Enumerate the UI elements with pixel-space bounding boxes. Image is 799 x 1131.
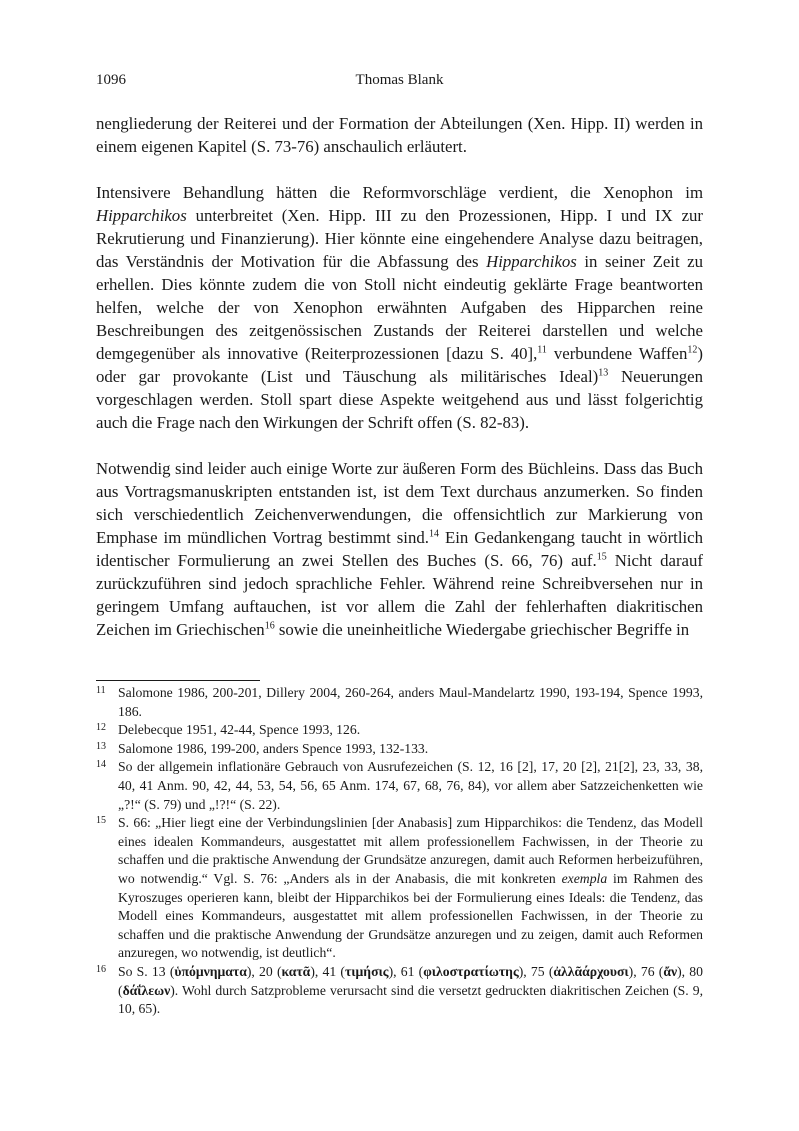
footnote <box>96 721 703 740</box>
footnote-reference[interactable]: 15 <box>596 551 607 563</box>
text-run: Ein Gedankengang taucht in wörtlich identischer Formulierung an zwei Stellen des Buches (S. 66, 76) auf. <box>96 528 703 570</box>
footnote-reference[interactable]: 16 <box>264 620 275 632</box>
footnote-number: 14 <box>96 759 106 771</box>
text-run: ), 20 ( <box>246 963 282 979</box>
footnote-number: 11 <box>96 685 106 696</box>
greek-term: ὑπόμνηματα <box>174 963 247 979</box>
text-run: ), 80 ( <box>118 963 703 998</box>
footnote <box>96 758 703 814</box>
footnote <box>96 814 703 963</box>
text-run: ), 61 ( <box>388 963 424 979</box>
text-run: ). Wohl durch Satzprobleme verursacht sind die versetzt gedruckten diakritischen Zeichen (S. 9, 10, 65). <box>118 982 703 1017</box>
footnote-number: 16 <box>96 963 106 975</box>
text-run: Intensivere Behandlung hätten die Reformvorschläge verdient, die Xenophon im <box>96 183 703 202</box>
text-run: ), 41 ( <box>310 963 345 979</box>
text-run: S. 66: „Hier liegt eine der Verbindungslinien [der Anabasis] zum Hipparchikos: die Tendenz, das Modell eines idealen Kommandeurs, ausgestattet mit allem professionellem Fachwissen, in der Theorie zu schaffen und die praktische Anwendung der Grundsätze anzuregen, damit auch Reformen herbeizuführen, wo notwendig.“ Vgl. S. 76: „Anders als in der Anabasis, die mit konkreten <box>118 815 703 886</box>
footnote-separator <box>96 680 260 681</box>
italic-text: Hipparchikos <box>96 206 187 225</box>
italic-text: exempla <box>561 870 608 886</box>
footnote-reference[interactable]: 11 <box>537 344 547 356</box>
text-run: in seiner Zeit zu erhellen. Dies könnte zudem die von Stoll nicht eindeutig geklärte Frage beantworten helfen, welche der von Xenophon erwähnten Aufgaben des Hipparchen reine Beschreibungen des zeitgenössischen Zustands der Reiterei darstellen und welche demgegenüber als innovative (Reiterprozessionen [dazu S. 40], <box>96 252 703 363</box>
footnote <box>96 740 703 759</box>
text-run: sowie die uneinheitliche Wiedergabe griechischer Begriffe in <box>274 620 690 639</box>
footnote-reference[interactable]: 13 <box>598 367 609 379</box>
footnotes <box>96 684 703 1019</box>
footnote-reference[interactable]: 12 <box>687 344 698 356</box>
italic-text: Hipparchikos <box>486 252 577 271</box>
footnote-number: 15 <box>96 815 106 827</box>
body-paragraph <box>96 112 703 158</box>
body-text <box>96 112 703 664</box>
greek-term: ἀλλᾶάρχουσι <box>553 963 629 979</box>
greek-term: φιλοστρατίωτης <box>423 963 519 979</box>
body-paragraph <box>96 181 703 434</box>
footnote-number: 13 <box>96 740 106 752</box>
running-header-author: Thomas Blank <box>355 72 444 88</box>
text-run: ), 76 ( <box>628 963 664 979</box>
footnote-number: 12 <box>96 722 106 734</box>
text-run: So der allgemein inflationäre Gebrauch von Ausrufezeichen (S. 12, 16 [2], 17, 20 [2], 21[2], 23, 33, 38, 40, 41 Anm. 90, 42, 44, 53, 54, 56, 65 Anm. 174, 67, 68, 76, 84), vor allem aber Satzzeichenketten wie „?!“ (S. 79) und „!?!“ (S. 22). <box>118 759 703 812</box>
text-run: Notwendig sind leider auch einige Worte zur äußeren Form des Büchleins. Dass das Buch aus Vortragsmanuskripten entstanden ist, ist dem Text durchaus anzumerken. So finden sich verschiedentlich Zeichenverwendungen, die offensichtlich zur Markierung von Emphase im mündlichen Vortrag bestimmt sind. <box>96 459 703 547</box>
text-run: Salomone 1986, 199-200, anders Spence 1993, 132-133. <box>118 740 429 756</box>
greek-term: ἄν <box>663 963 678 979</box>
greek-term: κατᾶ <box>281 963 311 979</box>
text-run: So S. 13 ( <box>118 963 175 979</box>
text-run: ), 75 ( <box>518 963 554 979</box>
text-run: unterbreitet (Xen. Hipp. III zu den Prozessionen, Hipp. I und IX zur Rekrutierung und Finanzierung). Hier könnte eine eingehendere Analyse dazu beitragen, das Verständnis der Motivation für die Abfassung des <box>96 206 703 271</box>
text-run: Delebecque 1951, 42-44, Spence 1993, 126. <box>118 722 361 738</box>
footnote <box>96 963 703 1019</box>
text-run: verbundene Waffen <box>546 344 688 363</box>
text-run: Salomone 1986, 200-201, Dillery 2004, 260-264, anders Maul-Mandelartz 1990, 193-194, Spence 1993, 186. <box>118 685 703 719</box>
text-run: Neuerungen vorgeschlagen werden. Stoll spart diese Aspekte weitgehend aus und lässt folgerichtig auch die Frage nach den Wirkungen der Schrift offen (S. 82-83). <box>96 367 703 432</box>
text-run: im Rahmen des Kyroszuges operieren kann, bleibt der Hipparchikos bei der Formulierung eines Ideals: die Tendenz, das Modell eines Kommandeurs, ausgestattet mit allem professionellen Fachwissen, in der Theorie zu schaffen und die praktische Anwendung der Grundsätze anzuregen und zu zeigen, damit auch Reformen anzuregen, wo notwendig, ist deutlich“. <box>118 870 703 961</box>
text-run: ) oder gar provokante (List und Täuschung als militärisches Ideal) <box>96 344 703 386</box>
text-run: nengliederung der Reiterei und der Formation der Abteilungen (Xen. Hipp. II) werden in einem eigenen Kapitel (S. 73-76) anschaulich erläutert. <box>96 114 703 156</box>
greek-term: τιμήσις <box>345 963 389 979</box>
footnote <box>96 684 703 721</box>
body-paragraph <box>96 457 703 641</box>
greek-term: δάΐλεων <box>122 982 171 998</box>
footnote-reference[interactable]: 14 <box>428 528 439 540</box>
text-run: Nicht darauf zurückzuführen sind jedoch sprachliche Fehler. Während reine Schreibversehen nur in geringem Umfang auftauchen, ist vor allem die Zahl der fehlerhaften diakritischen Zeichen im Griechischen <box>96 551 703 639</box>
running-header <box>96 72 703 92</box>
page-number: 1096 <box>96 72 126 88</box>
